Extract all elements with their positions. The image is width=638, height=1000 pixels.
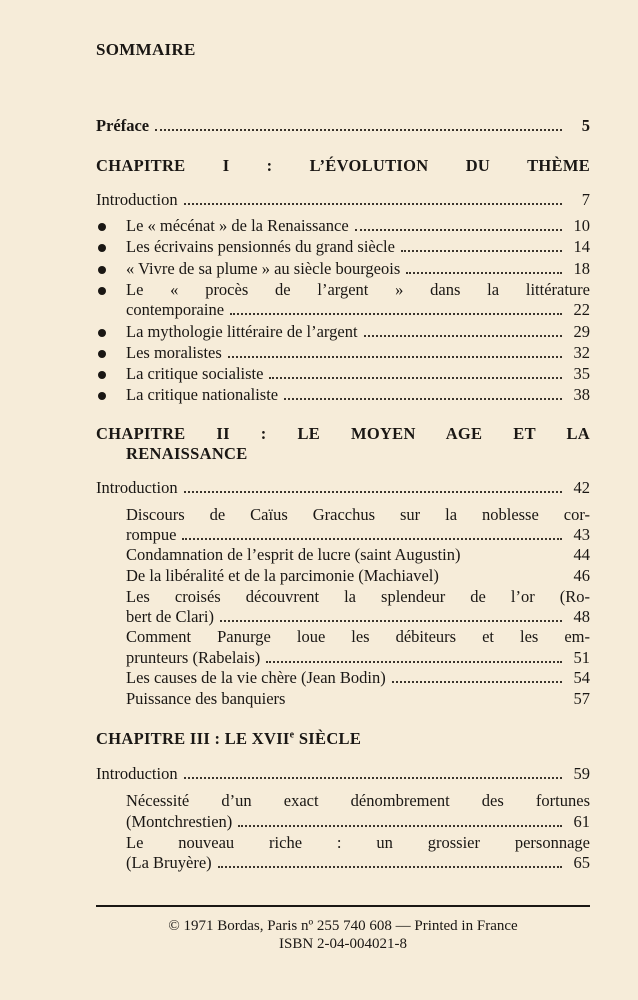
chapter-3-heading-suffix: SIÈCLE bbox=[294, 729, 362, 748]
toc-page-number: 22 bbox=[573, 300, 590, 319]
leader-dots bbox=[406, 272, 562, 274]
leader-dots bbox=[266, 661, 562, 663]
toc-entry-chapter-3-intro[interactable] bbox=[96, 764, 590, 784]
toc-entry[interactable] bbox=[126, 364, 590, 384]
toc-entry-label: (Montchrestien) bbox=[126, 812, 233, 831]
toc-entry[interactable] bbox=[126, 812, 590, 832]
bullet-icon bbox=[98, 371, 106, 379]
chapter-3-heading-text: CHAPITRE III : LE XVII bbox=[96, 729, 290, 748]
chapter-3-heading-superscript: e bbox=[289, 729, 295, 741]
toc-page-number: 51 bbox=[573, 648, 590, 667]
toc-page-number: 65 bbox=[573, 853, 590, 872]
bullet-icon bbox=[98, 329, 106, 337]
toc-entry-first-line[interactable]: Nécessité d’un exact dénombrement des fortunes bbox=[126, 791, 590, 810]
toc-entry-label: Les causes de la vie chère (Jean Bodin) bbox=[126, 668, 386, 687]
chapter-2-heading-continued: RENAISSANCE bbox=[126, 444, 248, 463]
toc-entry-label: Introduction bbox=[96, 478, 178, 497]
toc-entry-label: Puissance des banquiers bbox=[126, 689, 286, 708]
toc-entry[interactable] bbox=[126, 607, 590, 627]
toc-entry-label: Les moralistes bbox=[126, 343, 222, 362]
toc-entry[interactable] bbox=[126, 545, 590, 565]
toc-entry-label: bert de Clari) bbox=[126, 607, 214, 626]
toc-entry-label: Introduction bbox=[96, 190, 178, 209]
leader-dots bbox=[230, 313, 562, 315]
toc-entry-first-line[interactable]: Les croisés découvrent la splendeur de l’or (Ro- bbox=[126, 587, 590, 606]
chapter-1-heading: CHAPITRE I : L’ÉVOLUTION DU THÈME bbox=[96, 156, 590, 175]
leader-dots bbox=[355, 229, 562, 231]
toc-entry-label: rompue bbox=[126, 525, 177, 544]
leader-dots bbox=[218, 866, 562, 868]
leader-dots bbox=[284, 398, 562, 400]
toc-entry[interactable] bbox=[126, 300, 590, 320]
leader-dots bbox=[184, 203, 562, 205]
toc-page-number: 29 bbox=[573, 322, 590, 341]
toc-entry[interactable] bbox=[126, 237, 590, 257]
leader-dots bbox=[184, 777, 562, 779]
leader-dots bbox=[184, 491, 562, 493]
toc-page-number: 43 bbox=[573, 525, 590, 544]
toc-entry-chapter-2-intro[interactable] bbox=[96, 478, 590, 498]
toc-page-number: 44 bbox=[573, 545, 590, 564]
bullet-icon bbox=[98, 223, 106, 231]
toc-entry[interactable] bbox=[126, 525, 590, 545]
toc-entry-label: La mythologie littéraire de l’argent bbox=[126, 322, 358, 341]
toc-entry-label: (La Bruyère) bbox=[126, 853, 212, 872]
leader-dots bbox=[401, 250, 562, 252]
toc-entry-label: prunteurs (Rabelais) bbox=[126, 648, 261, 667]
toc-page-number: 59 bbox=[573, 764, 590, 783]
chapter-3-heading bbox=[96, 729, 590, 749]
toc-page-number: 5 bbox=[581, 116, 590, 135]
toc-page-number: 54 bbox=[573, 668, 590, 687]
copyright-notice: © 1971 Bordas, Paris nº 255 740 608 — Printed in France bbox=[168, 918, 518, 934]
leader-dots bbox=[364, 335, 562, 337]
toc-page-number: 18 bbox=[573, 259, 590, 278]
toc-page-number: 35 bbox=[573, 364, 590, 383]
toc-page-number: 7 bbox=[581, 190, 590, 209]
leader-dots bbox=[228, 356, 562, 358]
toc-page-number: 14 bbox=[573, 237, 590, 256]
toc-entry-label: Les écrivains pensionnés du grand siècle bbox=[126, 237, 395, 256]
toc-entry[interactable] bbox=[126, 322, 590, 342]
toc-entry[interactable] bbox=[126, 566, 590, 586]
toc-entry-first-line[interactable]: Le nouveau riche : un grossier personnage bbox=[126, 833, 590, 852]
toc-entry-first-line[interactable]: Discours de Caïus Gracchus sur la noblesse cor- bbox=[126, 505, 590, 524]
toc-entry-label: Condamnation de l’esprit de lucre (saint Augustin) bbox=[126, 545, 461, 564]
toc-entry-label: contemporaine bbox=[126, 300, 225, 319]
toc-entry-label: Introduction bbox=[96, 764, 178, 783]
toc-entry[interactable] bbox=[126, 668, 590, 688]
toc-page-number: 42 bbox=[573, 478, 590, 497]
toc-entry-first-line[interactable]: Comment Panurge loue les débiteurs et les em- bbox=[126, 627, 590, 646]
toc-page-number: 32 bbox=[573, 343, 590, 362]
toc-page-number: 48 bbox=[573, 607, 590, 626]
leader-dots bbox=[392, 681, 562, 683]
bullet-icon bbox=[98, 287, 106, 295]
page-title: SOMMAIRE bbox=[96, 40, 196, 59]
toc-entry-chapter-1-intro[interactable] bbox=[96, 190, 590, 210]
bullet-icon bbox=[98, 244, 106, 252]
toc-entry[interactable] bbox=[126, 216, 590, 236]
leader-dots bbox=[220, 620, 562, 622]
leader-dots bbox=[269, 377, 562, 379]
toc-entry-label: La critique nationaliste bbox=[126, 385, 279, 404]
footer-divider bbox=[96, 905, 590, 907]
toc-entry-first-line[interactable]: Le « procès de l’argent » dans la littérature bbox=[126, 280, 590, 299]
toc-entry[interactable] bbox=[126, 343, 590, 363]
toc-entry[interactable] bbox=[126, 385, 590, 405]
toc-page-number: 10 bbox=[573, 216, 590, 235]
toc-entry[interactable] bbox=[126, 648, 590, 668]
chapter-2-heading: CHAPITRE II : LE MOYEN AGE ET LA bbox=[96, 424, 590, 443]
toc-entry[interactable] bbox=[126, 259, 590, 279]
leader-dots bbox=[155, 129, 562, 131]
toc-entry[interactable] bbox=[126, 689, 590, 709]
toc-page-number: 57 bbox=[573, 689, 590, 708]
bullet-icon bbox=[98, 266, 106, 274]
toc-page-number: 46 bbox=[573, 566, 590, 585]
bullet-icon bbox=[98, 350, 106, 358]
isbn-number: ISBN 2-04-004021-8 bbox=[279, 936, 407, 952]
toc-entry-label: De la libéralité et de la parcimonie (Machiavel) bbox=[126, 566, 439, 585]
toc-entry-preface[interactable] bbox=[96, 116, 590, 136]
toc-page-number: 38 bbox=[573, 385, 590, 404]
toc-entry-label: La critique socialiste bbox=[126, 364, 264, 383]
toc-entry[interactable] bbox=[126, 853, 590, 873]
toc-entry-label: Préface bbox=[96, 116, 150, 135]
leader-dots bbox=[182, 538, 562, 540]
bullet-icon bbox=[98, 392, 106, 400]
toc-page-number: 61 bbox=[573, 812, 590, 831]
leader-dots bbox=[238, 825, 562, 827]
toc-entry-label: « Vivre de sa plume » au siècle bourgeois bbox=[126, 259, 401, 278]
toc-entry-label: Le « mécénat » de la Renaissance bbox=[126, 216, 349, 235]
